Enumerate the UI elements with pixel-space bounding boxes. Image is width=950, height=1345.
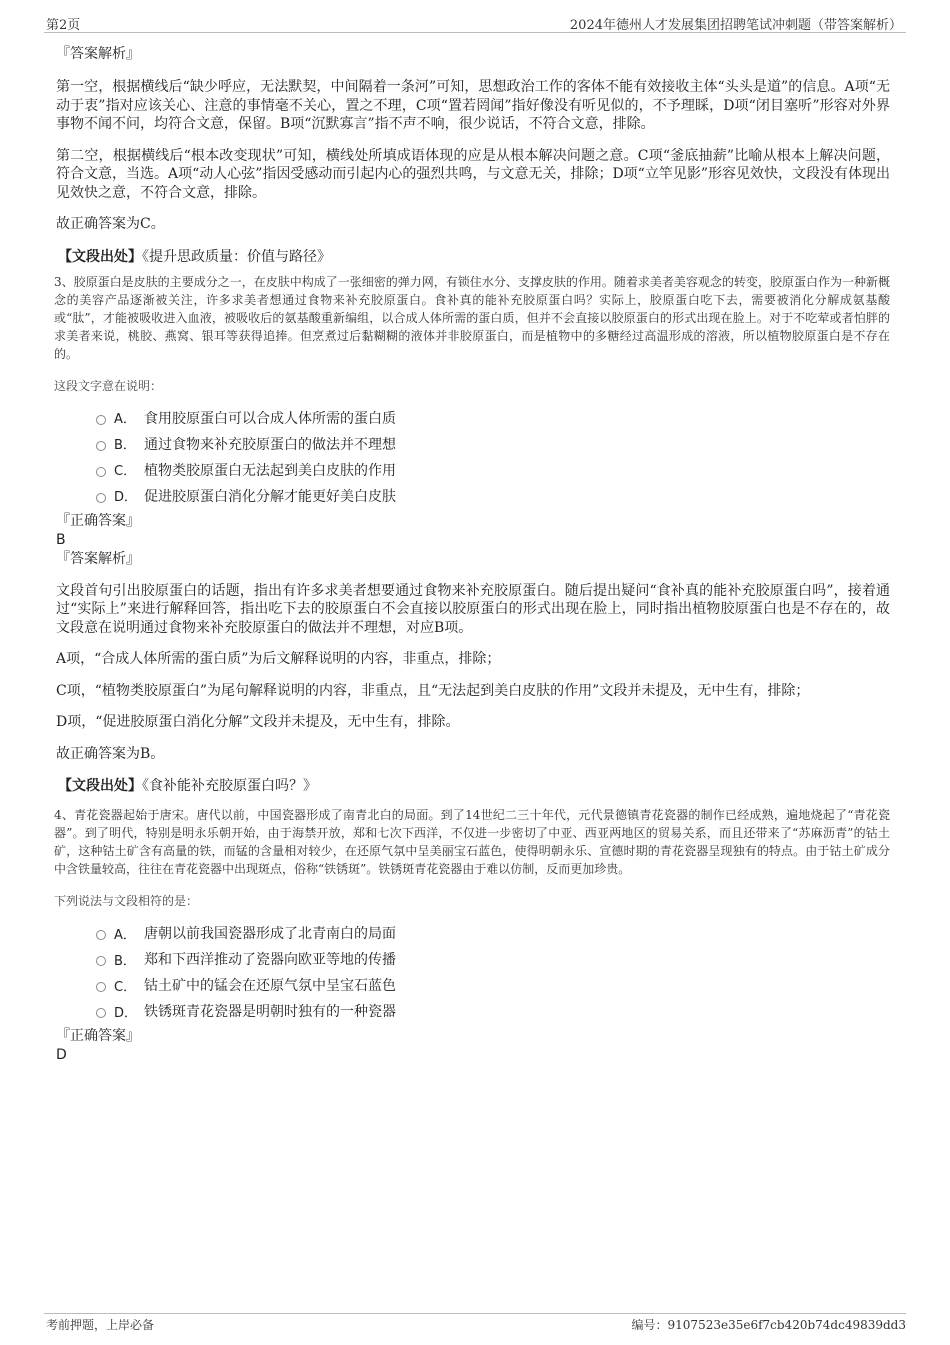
correct-answer: D bbox=[56, 1047, 67, 1063]
analysis-paragraph: 第一空，根据横线后“缺少呼应，无法默契，中间隔着一条河”可知，思想政治工作的客体不能有效接收主体“头头是道”的信息。A项“无动于衷”指对应该关心、注意的事情毫不关心，置之不理，C项“置若罔闻”指好像没有听见似的，不予理睬，D项“闭目塞听”形容对外界事物不闻不问，均符合文意，保留。B项“沉默寡言”指不声不响，很少说话，不符合文意，排除。 bbox=[56, 79, 890, 132]
source-citation bbox=[58, 247, 890, 267]
option-b[interactable]: B． 郑和下西洋推动了瓷器向欧亚等地的传播 bbox=[96, 946, 890, 972]
source-title: 《提升思政质量：价值与路径》 bbox=[142, 248, 331, 265]
question-prompt: 下列说法与文段相符的是： bbox=[54, 894, 199, 908]
option-d[interactable]: D． 促进胶原蛋白消化分解才能更好美白皮肤 bbox=[96, 483, 890, 509]
document-title: 2024年德州人才发展集团招聘笔试冲刺题（带答案解析） bbox=[569, 18, 902, 33]
conclusion: 故正确答案为B。 bbox=[56, 745, 165, 762]
radio-icon[interactable] bbox=[96, 982, 106, 992]
analysis-paragraph: A项，“合成人体所需的蛋白质”为后文解释说明的内容，非重点，排除； bbox=[56, 651, 501, 667]
radio-icon[interactable] bbox=[96, 441, 106, 451]
option-list bbox=[96, 405, 890, 509]
analysis-heading: 『答案解析』 bbox=[56, 550, 140, 567]
document-body bbox=[56, 40, 890, 1064]
analysis-paragraph: D项，“促进胶原蛋白消化分解”文段并未提及，无中生有，排除。 bbox=[56, 714, 460, 730]
option-b[interactable]: B． 通过食物来补充胶原蛋白的做法并不理想 bbox=[96, 431, 890, 457]
source-label: 【文段出处】 bbox=[58, 248, 142, 265]
question-prompt: 这段文字意在说明： bbox=[54, 378, 163, 393]
analysis-paragraph: C项，“植物类胶原蛋白”为尾句解释说明的内容，非重点，且“无法起到美白皮肤的作用”文段并未提及，无中生有，排除； bbox=[56, 682, 810, 699]
option-list bbox=[96, 920, 890, 1024]
source-label: 【文段出处】 bbox=[58, 778, 142, 794]
option-a[interactable]: A． 食用胶原蛋白可以合成人体所需的蛋白质 bbox=[96, 405, 890, 431]
question-text: 4、青花瓷器起始于唐宋。唐代以前，中国瓷器形成了南青北白的局面。到了14世纪二三十年代，元代景德镇青花瓷器的制作已经成熟，遍地烧起了“青花瓷器”。到了明代，特别是明永乐朝开始，由于海禁开放，郑和七次下西洋，不仅进一步密切了中亚、西亚两地区的贸易关系，而且还带来了“苏麻沥青”的钴土矿，这种钴土矿含有高量的铁，而锰的含量相对较少，在还原气氛中呈美丽宝石蓝色，使得明朝永乐、宣德时期的青花瓷器呈现独有的特点。由于钴土矿成分中含铁量较高，往往在青花瓷器中出现斑点，俗称“铁锈斑”。铁锈斑青花瓷器由于难以仿制，反而更加珍贵。 bbox=[54, 808, 890, 876]
radio-icon[interactable] bbox=[96, 956, 106, 966]
correct-answer-heading: 『正确答案』 bbox=[56, 1028, 140, 1044]
radio-icon[interactable] bbox=[96, 493, 106, 503]
radio-icon[interactable] bbox=[96, 467, 106, 477]
conclusion: 故正确答案为C。 bbox=[56, 216, 165, 232]
source-title: 《食补能补充胶原蛋白吗？》 bbox=[142, 778, 317, 794]
correct-answer-heading: 『正确答案』 bbox=[56, 512, 140, 529]
analysis-paragraph: 文段首句引出胶原蛋白的话题，指出有许多求美者想要通过食物来补充胶原蛋白。随后提出疑问“食补真的能补充胶原蛋白吗”，接着通过“实际上”来进行解释回答，指出吃下去的胶原蛋白不会直接以胶原蛋白的形式出现在脸上，同时指出植物胶原蛋白也是不存在的，故文段意在说明通过食物来补充胶原蛋白的做法并不理想，对应B项。 bbox=[56, 582, 890, 636]
radio-icon[interactable] bbox=[96, 1008, 106, 1018]
option-d[interactable]: D． 铁锈斑青花瓷器是明朝时独有的一种瓷器 bbox=[96, 998, 890, 1024]
page-header bbox=[44, 12, 906, 33]
source-citation bbox=[58, 776, 890, 796]
footer-slogan: 考前押题，上岸必备 bbox=[46, 1318, 155, 1332]
document-id: 编号：9107523e35e6f7cb420b74dc49839dd3 bbox=[631, 1318, 906, 1332]
option-a[interactable]: A． 唐朝以前我国瓷器形成了北青南白的局面 bbox=[96, 920, 890, 946]
radio-icon[interactable] bbox=[96, 930, 106, 940]
correct-answer: B bbox=[56, 531, 66, 548]
option-c[interactable]: C． 钴土矿中的锰会在还原气氛中呈宝石蓝色 bbox=[96, 972, 890, 998]
radio-icon[interactable] bbox=[96, 415, 106, 425]
question-text: 3、胶原蛋白是皮肤的主要成分之一，在皮肤中构成了一张细密的弹力网，有锁住水分、支撑皮肤的作用。随着求美者美容观念的转变，胶原蛋白作为一种新概念的美容产品逐渐被关注，许多求美者想通过食物来补充胶原蛋白。食补真的能补充胶原蛋白吗？实际上，胶原蛋白吃下去，需要被消化分解成氨基酸或“肽”，才能被吸收进入血液，被吸收后的氨基酸重新编组，以合成人体所需的蛋白质，但并不会直接以胶原蛋白的形式出现在脸上。对于不吃荤或者怕胖的求美者来说，桃胶、燕窝、银耳等获得追捧。但烹煮过后黏糊糊的液体并非胶原蛋白，而是植物中的多糖经过高温形成的溶液，所以植物胶原蛋白是不存在的。 bbox=[54, 274, 890, 361]
analysis-heading: 『答案解析』 bbox=[56, 46, 140, 62]
analysis-paragraph: 第二空，根据横线后“根本改变现状”可知，横线处所填成语体现的应是从根本解决问题之意。C项“釜底抽薪”比喻从根本上解决问题，符合文意，当选。A项“动人心弦”指因受感动而引起内心的强烈共鸣，与文意无关，排除；D项“立竿见影”形容见效快，文段没有体现出见效快之意，不符合文意，排除。 bbox=[56, 147, 890, 201]
option-c[interactable]: C． 植物类胶原蛋白无法起到美白皮肤的作用 bbox=[96, 457, 890, 483]
page-number: 第2页 bbox=[46, 18, 81, 33]
page-footer bbox=[44, 1313, 906, 1334]
